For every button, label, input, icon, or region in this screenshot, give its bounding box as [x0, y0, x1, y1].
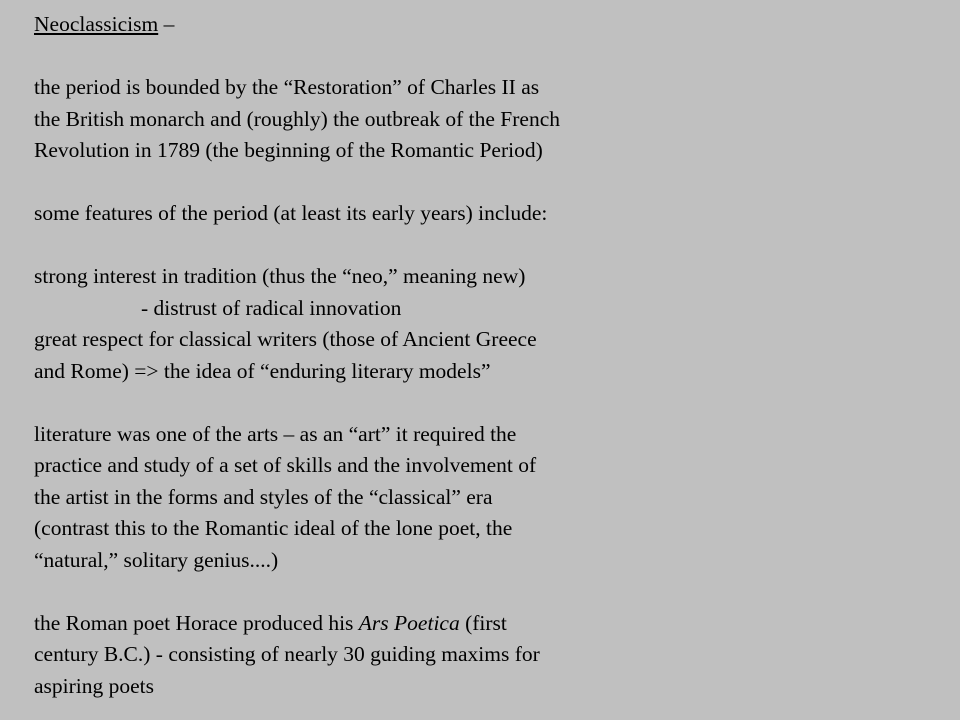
- horace-line: century B.C.) - consisting of nearly 30 guiding maxims for: [34, 642, 540, 666]
- ars-poetica-title: Ars Poetica: [358, 610, 460, 635]
- art-line: literature was one of the arts – as an “art” it required the: [34, 421, 517, 446]
- period-line: the period is bounded by the “Restoration” of Charles II as: [34, 75, 540, 99]
- spacer: [34, 41, 934, 73]
- spacer: [34, 576, 934, 608]
- feature-subpoint: - distrust of radical innovation: [141, 295, 402, 320]
- horace-line: aspiring poets: [34, 673, 155, 698]
- art-line: “natural,” solitary genius....): [34, 547, 279, 572]
- art-line: the artist in the forms and styles of the “classical” era: [34, 484, 493, 509]
- heading: [34, 9, 934, 41]
- horace-text: (first: [459, 610, 507, 635]
- period-line: the British monarch and (roughly) the outbreak of the French: [34, 106, 561, 131]
- period-line: Revolution in 1789 (the beginning of the Romantic Period): [34, 138, 543, 162]
- horace-line: [34, 608, 934, 640]
- slide-body: [34, 9, 934, 702]
- features-intro: some features of the period (at least its early years) include:: [34, 201, 548, 225]
- heading-term: Neoclassicism: [34, 12, 159, 36]
- feature-line: strong interest in tradition (thus the “neo,” meaning new): [34, 264, 526, 288]
- art-line: (contrast this to the Romantic ideal of the lone poet, the: [34, 516, 513, 540]
- art-line: practice and study of a set of skills and the involvement of: [34, 453, 537, 477]
- heading-dash: –: [158, 12, 175, 36]
- feature-line: great respect for classical writers (those of Ancient Greece: [34, 327, 537, 351]
- spacer: [34, 167, 934, 199]
- spacer: [34, 230, 934, 262]
- feature-line: and Rome) => the idea of “enduring literary models”: [34, 358, 491, 383]
- horace-text: the Roman poet Horace produced his: [34, 610, 359, 635]
- spacer: [34, 387, 934, 419]
